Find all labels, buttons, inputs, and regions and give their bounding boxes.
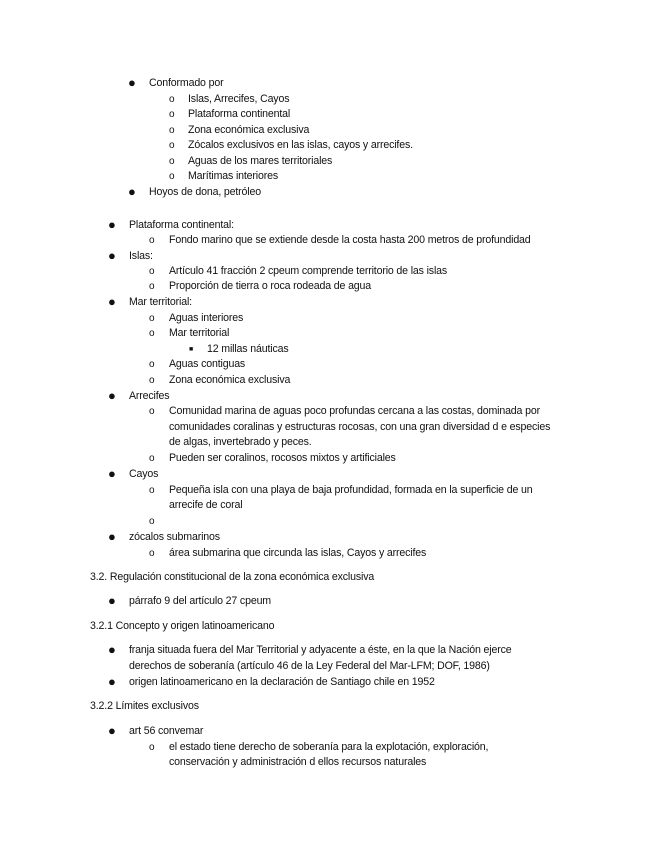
bullet-dot: ● [108,642,116,657]
bullet-circle: o [169,156,175,167]
cayos-label: Cayos [129,468,159,480]
bullet-circle: o [149,742,155,753]
bullet-dot: ● [108,529,116,544]
mar-territorial-label: Mar territorial: [129,296,192,308]
bullet-dot: ● [108,248,116,263]
bullet-square: ■ [189,346,194,353]
bullet-circle: o [149,485,155,496]
list-item-line: de algas, invertebrado y peces. [169,436,312,448]
list-item-line: arrecife de coral [169,499,243,511]
list-item: Mar territorial [169,327,230,339]
section-heading: 3.2.1 Concepto y origen latinoamericano [90,620,275,632]
list-item-line: conservación y administración d ellos recursos naturales [169,756,427,768]
list-item-line: Pequeña isla con una playa de baja profundidad, formada en la superficie de un [169,484,533,496]
plataforma-label: Plataforma continental: [129,219,234,231]
bullet-circle: o [169,109,175,120]
list-item: Aguas interiores [169,312,244,324]
list-item: art 56 convemar [129,725,204,737]
hoyos-label: Hoyos de dona, petróleo [149,186,261,198]
bullet-circle: o [149,281,155,292]
list-item: Proporción de tierra o roca rodeada de agua [169,280,372,292]
islas-label: Islas: [129,250,153,262]
bullet-dot: ● [108,723,116,738]
list-item: Plataforma continental [188,108,291,120]
list-item-line: el estado tiene derecho de soberanía para la explotación, exploración, [169,741,489,753]
bullet-circle: o [149,266,155,277]
bullet-dot: ● [128,184,136,199]
list-item: Zona económica exclusiva [169,374,291,386]
bullet-circle: o [149,406,155,417]
list-item: Aguas de los mares territoriales [188,155,333,167]
list-item: Islas, Arrecifes, Cayos [188,93,290,105]
bullet-circle: o [169,125,175,136]
bullet-circle: o [149,375,155,386]
bullet-dot: ● [108,674,116,689]
list-item: origen latinoamericano en la declaración de Santiago chile en 1952 [129,676,435,688]
bullet-circle: o [149,516,155,527]
bullet-circle: o [169,171,175,182]
bullet-dot: ● [108,388,116,403]
list-item: Zócalos exclusivos en las islas, cayos y arrecifes. [188,139,413,151]
bullet-dot: ● [108,593,116,608]
bullet-dot: ● [128,75,136,90]
bullet-circle: o [149,548,155,559]
list-item-line: derechos de soberanía (artículo 46 de la Ley Federal del Mar-LFM; DOF, 1986) [129,660,490,672]
list-item-line: comunidades coralinas y estructuras rocosas, con una gran diversidad d e especies [169,421,551,433]
list-item: Marítimas interiores [188,170,279,182]
bullet-dot: ● [108,466,116,481]
list-item-line: Comunidad marina de aguas poco profundas cercana a las costas, dominada por [169,405,540,417]
section-heading: 3.2. Regulación constitucional de la zona económica exclusiva [90,571,375,583]
section-heading: 3.2.2 Límites exclusivos [90,700,199,712]
bullet-circle: o [149,453,155,464]
bullet-circle: o [149,313,155,324]
bullet-dot: ● [108,294,116,309]
bullet-circle: o [149,328,155,339]
list-item: Fondo marino que se extiende desde la costa hasta 200 metros de profundidad [169,234,531,246]
zocalos-label: zócalos submarinos [129,531,220,543]
list-item: Pueden ser coralinos, rocosos mixtos y artificiales [169,452,396,464]
arrecifes-label: Arrecifes [129,390,170,402]
bullet-circle: o [169,140,175,151]
list-item-line: franja situada fuera del Mar Territorial y adyacente a éste, en la que la Nación ejerce [129,644,512,656]
bullet-circle: o [149,235,155,246]
bullet-circle: o [169,94,175,105]
bullet-dot: ● [108,217,116,232]
list-item: área submarina que circunda las islas, Cayos y arrecifes [169,547,427,559]
list-item: Aguas contiguas [169,358,246,370]
list-item: párrafo 9 del artículo 27 cpeum [129,595,271,607]
list-item: Artículo 41 fracción 2 cpeum comprende territorio de las islas [169,265,448,277]
conformado-label: Conformado por [149,77,224,89]
bullet-circle: o [149,359,155,370]
list-item: Zona económica exclusiva [188,124,310,136]
list-item: 12 millas náuticas [207,343,289,355]
